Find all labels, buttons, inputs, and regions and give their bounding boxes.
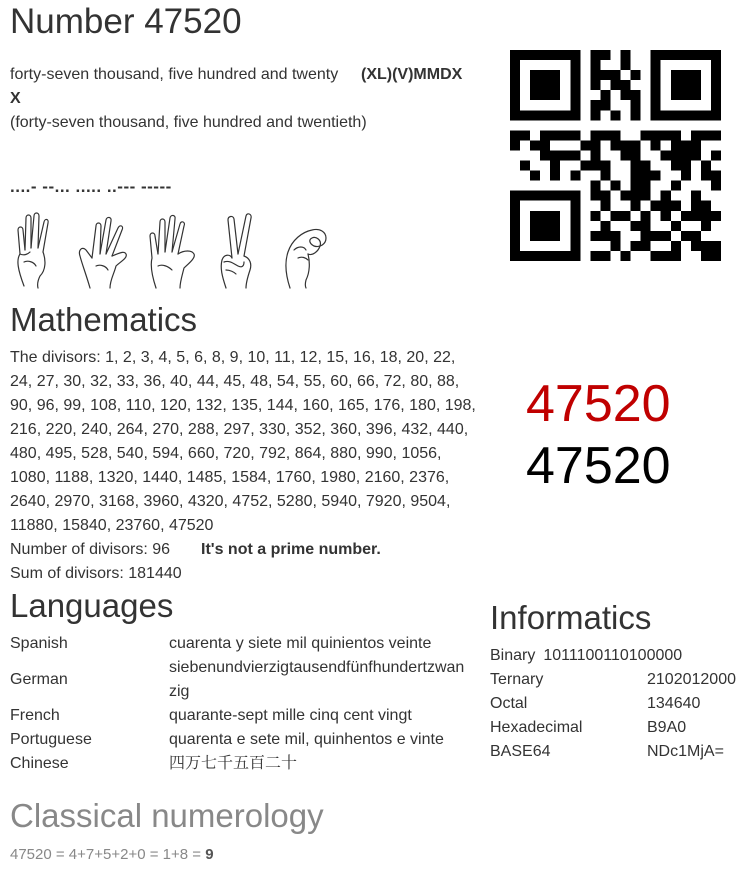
morse-code: ....- --... ..... ..--- ----- [10,177,172,196]
qr-code [510,50,721,261]
informatics-row-base64 [490,740,750,764]
sum-of-divisors: Sum of divisors: 181440 [10,565,182,582]
base-name: Hexadecimal [490,719,583,736]
language-row-spanish [10,632,480,656]
informatics-table [490,644,750,764]
language-name: Portuguese [10,731,92,748]
language-value: siebenundvierzigtausendfünfhundertzwan zig [169,659,465,700]
mathematics-heading: Mathematics [10,301,198,338]
informatics-row-ternary [490,668,750,692]
language-row-portuguese [10,728,480,752]
language-name: French [10,707,60,724]
language-value: quarante-sept mille cinq cent vingt [169,707,412,724]
hand-two-icon [221,214,251,288]
numerology-sum: 47520 = 4+7+5+2+0 = 1+8 = [10,846,202,863]
informatics-row-octal [490,692,750,716]
roman-numeral: (XL)(V)MMDX [361,66,463,83]
language-row-german [10,656,480,704]
hand-four-icon [18,213,48,288]
hand-seven-icon [79,217,126,288]
languages-heading: Languages [10,587,174,624]
base-value: NDc1MjA= [647,743,724,760]
base-name: BASE64 [490,743,551,760]
base-value: 1011100110100000 [543,647,683,664]
base-value: B9A0 [647,719,687,736]
base-name: Binary [490,647,536,664]
base-name: Octal [490,695,528,712]
numerology-result: 9 [205,846,214,863]
languages-table [10,632,480,776]
base-value: 2102012000 [647,671,736,688]
page-title: Number 47520 [10,2,242,41]
language-value: cuarenta y siete mil quinientos veinte [169,635,432,652]
numerology-formula [10,844,214,866]
sign-language-hands [10,210,330,292]
numerology-heading: Classical numerology [10,797,324,834]
language-row-french [10,704,480,728]
prime-status: It's not a prime number. [201,541,381,558]
number-display-black: 47520 [526,437,671,495]
language-name: Spanish [10,635,68,652]
ordinal-in-words: (forty-seven thousand, five hundred and twentieth) [10,114,367,131]
divisors-list: The divisors: 1, 2, 3, 4, 5, 6, 8, 9, 10, 11, 12, 15, 16, 18, 20, 22, 24, 27, 30, 32, 33, 36, 40, 44, 45, 48, 54, 55, 60, 66, 72, 80, 88, 90, 96, 99, 108, 110, 120, 132, 135, 144, 160, 165, 176, 180, 198, 216, 220, 240, 264, 270, 288, 297, 330, 352, 360, 396, 432, 440, 480, 495, 528, 540, 594, 660, 720, 792, 864, 880, 990, 1056, 1080, 1188, 1320, 1440, 1485, 1584, 1760, 1980, 2160, 2376, 2640, 2970, 3168, 3960, 4320, 4752, 5280, 5940, 7920, 9504, 11880, 15840, 23760, 47520 [10,349,476,534]
number-display-red: 47520 [526,375,671,433]
informatics-row-binary [490,644,750,668]
language-value: quarenta e sete mil, quinhentos e vinte [169,731,444,748]
hand-zero-icon [286,229,326,288]
informatics-row-hexadecimal [490,716,750,740]
base-name: Ternary [490,671,544,688]
number-of-divisors: Number of divisors: 96 [10,541,171,558]
base-value: 134640 [647,695,701,712]
language-row-chinese [10,752,480,776]
language-name: German [10,671,68,688]
informatics-heading: Informatics [490,599,652,636]
roman-numeral-continued: X [10,90,21,107]
hand-five-icon [150,215,194,288]
number-in-words: forty-seven thousand, five hundred and twenty [10,66,339,83]
language-value: 四万七千五百二十 [169,755,298,772]
language-name: Chinese [10,755,69,772]
